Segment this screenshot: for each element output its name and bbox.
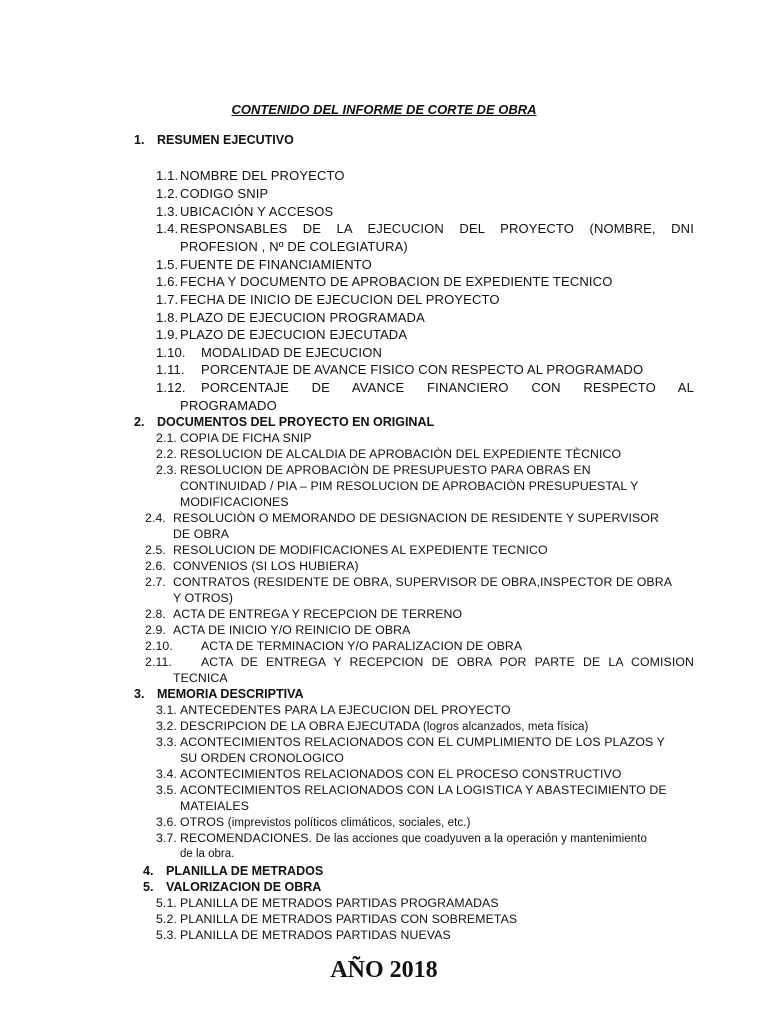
item-2-1-number: 2.1. (156, 431, 177, 445)
item-2-7-text: CONTRATOS (RESIDENTE DE OBRA, SUPERVISOR DE OBRA,INSPECTOR DE OBRA (173, 575, 673, 589)
item-3-7-main: RECOMENDACIONES. (180, 831, 313, 845)
item-5-3-text: PLANILLA DE METRADOS PARTIDAS NUEVAS (180, 928, 451, 942)
item-2-4-continuation: DE OBRA (173, 527, 230, 541)
section-4-heading: PLANILLA DE METRADOS (166, 864, 324, 878)
item-2-10-number: 2.10. (145, 639, 173, 653)
item-2-9-number: 2.9. (145, 623, 166, 637)
item-3-4-number: 3.4. (156, 767, 177, 781)
item-2-2-number: 2.2. (156, 447, 177, 461)
item-1-7-text: FECHA DE INICIO DE EJECUCION DEL PROYECTO (180, 292, 500, 307)
item-1-9-text: PLAZO DE EJECUCION EJECUTADA (180, 327, 408, 342)
item-2-5-text: RESOLUCION DE MODIFICACIONES AL EXPEDIENTE TECNICO (173, 543, 548, 557)
item-3-5-continuation: MATEIALES (180, 799, 250, 813)
item-1-9-number: 1.9. (156, 327, 179, 342)
item-3-3-text: ACONTECIMIENTOS RELACIONADOS CON EL CUMPLIMIENTO DE LOS PLAZOS Y (180, 735, 665, 749)
item-2-4-text: RESOLUCIÒN O MEMORANDO DE DESIGNACION DE RESIDENTE Y SUPERVISOR (173, 511, 659, 525)
section-4-number: 4. (143, 864, 154, 878)
section-1-heading: RESUMEN EJECUTIVO (157, 133, 294, 147)
section-5-heading: VALORIZACION DE OBRA (166, 880, 322, 894)
item-2-11-continuation: TECNICA (173, 671, 228, 685)
item-5-2-text: PLANILLA DE METRADOS PARTIDAS CON SOBREMETAS (180, 912, 518, 926)
item-1-3-text: UBICACIÓN Y ACCESOS (180, 204, 334, 219)
item-3-5-text: ACONTECIMIENTOS RELACIONADOS CON LA LOGISTICA Y ABASTECIMIENTO DE (180, 783, 667, 797)
item-1-2-text: CODIGO SNIP (180, 186, 269, 201)
item-1-1-number: 1.1. (156, 168, 179, 183)
item-3-1-text: ANTECEDENTES PARA LA EJECUCION DEL PROYECTO (180, 703, 511, 717)
year-footer: AÑO 2018 (330, 957, 438, 983)
item-3-6-main: OTROS (180, 815, 225, 829)
item-3-3-number: 3.3. (156, 735, 177, 749)
item-3-7-number: 3.7. (156, 831, 177, 845)
item-3-2-text (180, 719, 589, 733)
item-3-6-text (180, 815, 471, 829)
item-2-4-number: 2.4. (145, 511, 166, 525)
item-1-5-number: 1.5. (156, 257, 179, 272)
item-2-1-text: COPIA DE FICHA SNIP (180, 431, 312, 445)
item-2-5-number: 2.5. (145, 543, 166, 557)
item-1-6-text: FECHA Y DOCUMENTO DE APROBACION DE EXPEDIENTE TECNICO (180, 274, 613, 289)
item-2-9-text: ACTA DE INICIO Y/O REINICIO DE OBRA (173, 623, 411, 637)
item-2-3-continuation-2: MODIFICACIONES (180, 495, 289, 509)
section-2-heading: DOCUMENTOS DEL PROYECTO EN ORIGINAL (157, 415, 435, 429)
item-1-10-text: MODALIDAD DE EJECUCION (201, 345, 382, 360)
item-1-4-number: 1.4. (156, 221, 179, 236)
item-3-7-note: De las acciones que coadyuven a la operación y mantenimiento (315, 833, 648, 845)
item-3-7-text (180, 831, 647, 845)
item-3-6-note: (imprevistos políticos climáticos, sociales, etc.) (227, 817, 471, 829)
item-1-4-continuation: PROFESION , Nº DE COLEGIATURA) (180, 239, 408, 254)
item-2-8-number: 2.8. (145, 607, 166, 621)
section-3-number: 3. (134, 687, 145, 701)
item-3-1-number: 3.1. (156, 703, 177, 717)
item-3-7-continuation: de la obra. (180, 848, 235, 860)
item-1-12-text: PORCENTAJE DE AVANCE FINANCIERO CON RESPECTO AL (201, 380, 694, 395)
section-5-number: 5. (143, 880, 154, 894)
item-3-2-main: DESCRIPCION DE LA OBRA EJECUTADA (180, 719, 420, 733)
item-1-11-text: PORCENTAJE DE AVANCE FISICO CON RESPECTO AL PROGRAMADO (201, 362, 644, 377)
item-1-11-number: 1.11. (156, 362, 185, 377)
item-1-6-number: 1.6. (156, 274, 179, 289)
item-1-8-number: 1.8. (156, 310, 179, 325)
item-5-1-text: PLANILLA DE METRADOS PARTIDAS PROGRAMADAS (180, 896, 499, 910)
item-5-1-number: 5.1. (156, 896, 177, 910)
item-3-4-text: ACONTECIMIENTOS RELACIONADOS CON EL PROCESO CONSTRUCTIVO (180, 767, 622, 781)
item-5-3-number: 5.3. (156, 928, 177, 942)
item-2-3-number: 2.3. (156, 463, 177, 477)
item-2-6-number: 2.6. (145, 559, 166, 573)
section-1-number: 1. (134, 133, 145, 147)
item-1-1-text: NOMBRE DEL PROYECTO (180, 168, 345, 183)
item-2-7-continuation: Y OTROS) (173, 591, 234, 605)
item-1-12-number: 1.12. (156, 380, 186, 395)
item-2-6-text: CONVENIOS (SI LOS HUBIERA) (173, 559, 359, 573)
item-1-8-text: PLAZO DE EJECUCION PROGRAMADA (180, 310, 425, 325)
item-2-11-text: ACTA DE ENTREGA Y RECEPCION DE OBRA POR PARTE DE LA COMISION (201, 655, 694, 669)
item-1-12-continuation: PROGRAMADO (180, 398, 277, 413)
item-5-2-number: 5.2. (156, 912, 177, 926)
item-2-3-text: RESOLUCION DE APROBACIÒN DE PRESUPUESTO PARA OBRAS EN (180, 463, 591, 477)
item-2-3-continuation: CONTINUIDAD / PIA – PIM RESOLUCION DE APROBACIÒN PRESUPUESTAL Y (180, 479, 639, 493)
item-3-5-number: 3.5. (156, 783, 177, 797)
item-1-4-text: RESPONSABLES DE LA EJECUCION DEL PROYECTO (NOMBRE, DNI (180, 221, 694, 236)
item-1-5-text: FUENTE DE FINANCIAMIENTO (180, 257, 372, 272)
item-3-6-number: 3.6. (156, 815, 177, 829)
section-2-number: 2. (134, 415, 145, 429)
item-1-10-number: 1.10. (156, 345, 186, 360)
item-2-11-number: 2.11. (145, 655, 172, 669)
item-3-2-number: 3.2. (156, 719, 177, 733)
item-3-3-continuation: SU ORDEN CRONOLOGICO (180, 751, 344, 765)
item-1-3-number: 1.3. (156, 204, 179, 219)
item-2-2-text: RESOLUCION DE ALCALDIA DE APROBACIÒN DEL EXPEDIENTE TÈCNICO (180, 447, 622, 461)
item-1-2-number: 1.2. (156, 186, 179, 201)
document-title: CONTENIDO DEL INFORME DE CORTE DE OBRA (231, 102, 537, 117)
item-3-2-note: (logros alcanzados, meta física) (422, 721, 589, 733)
section-3-heading: MEMORIA DESCRIPTIVA (157, 687, 304, 701)
item-2-10-text: ACTA DE TERMINACION Y/O PARALIZACION DE OBRA (201, 639, 523, 653)
item-2-8-text: ACTA DE ENTREGA Y RECEPCION DE TERRENO (173, 607, 463, 621)
item-1-7-number: 1.7. (156, 292, 179, 307)
item-2-7-number: 2.7. (145, 575, 166, 589)
